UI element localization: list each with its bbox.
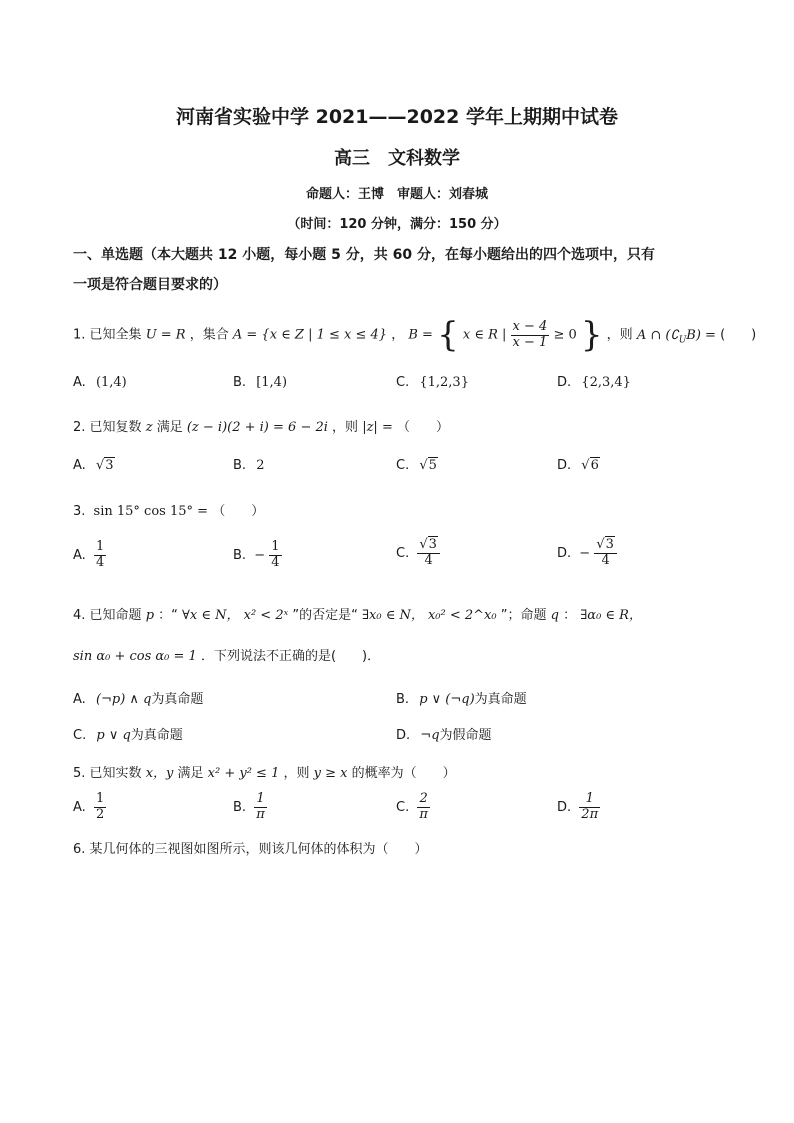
q4-negation-statement: ∃x₀ ∈ N， x₀² < 2^x₀ xyxy=(361,608,497,623)
option-label: D. xyxy=(557,545,572,561)
question-6: 6. 某几何体的三视图如图所示，则该几何体的体积为（ ） xyxy=(73,842,428,857)
option-label: A. xyxy=(73,458,86,473)
option-value: √6 xyxy=(581,458,599,473)
option-label: D. xyxy=(396,728,411,743)
question-2 xyxy=(73,416,449,435)
option-fraction: $\frac{1}{2\pi}$ xyxy=(581,791,599,822)
option-label: C. xyxy=(396,375,410,390)
option-expression: p ∨ (¬q) xyxy=(419,692,475,707)
q1-set-b-cond: x ∈ R | xyxy=(462,327,507,343)
option-fraction: $\frac{√3}{4}$ xyxy=(594,538,617,569)
option-fraction: $\frac{2}{\pi}$ xyxy=(419,791,428,822)
q1-left-brace: { xyxy=(437,315,459,355)
option-value: {1,2,3} xyxy=(419,375,469,390)
q4-line2-text: ．下列说法不正确的是( )． xyxy=(200,649,381,664)
option-sign: − xyxy=(579,545,591,561)
q2-option-d xyxy=(557,458,600,473)
option-value: {2,3,4} xyxy=(581,375,631,390)
question-5 xyxy=(73,762,456,781)
option-expression: p ∨ q xyxy=(96,728,131,743)
option-label: A. xyxy=(73,799,86,815)
q1-option-c xyxy=(396,375,469,390)
q4-p-statement: ∀x ∈ N， x² < 2ˣ xyxy=(182,608,289,623)
q1-set-b-left: B = xyxy=(408,327,433,343)
option-label: B. xyxy=(233,799,247,815)
q4-proposition-q: q xyxy=(550,608,559,623)
option-label: D. xyxy=(557,458,572,473)
q5-prefix: 5. 已知实数 xyxy=(73,766,142,781)
q3-option-a xyxy=(73,540,106,571)
option-label: C. xyxy=(396,545,410,561)
q1-mid: ，集合 xyxy=(189,327,229,343)
section-heading-line1: 一、单选题（本大题共 12 小题，每小题 5 分，共 60 分，在每小题给出的四个选项中，只有 xyxy=(73,247,655,263)
option-label: C. xyxy=(73,728,87,743)
q5-mid: 满足 xyxy=(177,766,204,781)
q2-modulus: |z| = xyxy=(362,420,393,435)
option-expression: (¬p) ∧ q xyxy=(95,692,152,707)
q4-option-b xyxy=(396,688,527,707)
q1-then: ，则 xyxy=(606,327,633,343)
option-fraction: $\frac{1}{2}$ xyxy=(95,791,105,822)
option-value: √3 xyxy=(95,458,114,473)
q5-variables: x，y xyxy=(145,766,174,781)
question-4-line2 xyxy=(73,645,380,664)
option-sign: − xyxy=(254,547,266,563)
q1-option-d xyxy=(557,375,631,390)
option-text: 为真命题 xyxy=(151,692,204,707)
q2-answer-paren: （ ） xyxy=(396,420,449,435)
option-value: [1,4) xyxy=(256,375,288,390)
q2-mid: 满足 xyxy=(156,420,183,435)
q1-expression: A ∩ $(∁_UB)$ = xyxy=(636,327,716,346)
option-fraction: $\frac{1}{4}$ xyxy=(95,539,105,570)
option-label: A. xyxy=(73,375,86,390)
q1-set-b-relation: ≥ 0 xyxy=(553,327,577,343)
q1-set-b-fraction xyxy=(511,320,550,351)
option-label: C. xyxy=(396,458,410,473)
exam-authors: 命题人：王博 审题人：刘春城 xyxy=(305,187,488,202)
q1-option-a xyxy=(73,375,127,390)
option-label: A. xyxy=(73,547,86,563)
question-1 xyxy=(73,315,757,355)
q2-equation: (z − i)(2 + i) = 6 − 2i xyxy=(186,420,328,435)
q4-proposition-p: p xyxy=(145,608,155,623)
q4-line2-expression: sin α₀ + cos α₀ = 1 xyxy=(73,649,197,664)
q4-option-c xyxy=(73,724,183,743)
q4-prefix: 4. 已知命题 xyxy=(73,608,142,623)
option-label: B. xyxy=(233,547,247,563)
exam-title: 河南省实验中学 2021——2022 学年上期期中试卷 xyxy=(176,106,618,128)
q3-option-b xyxy=(233,540,282,571)
q3-option-d xyxy=(557,538,617,569)
q2-option-b xyxy=(233,458,264,473)
q4-q-statement: ∃α₀ ∈ R， xyxy=(580,608,642,623)
q1-fraction-denominator: x − 1 xyxy=(512,334,548,350)
q4-quote-open: ：“ xyxy=(158,608,178,623)
q5-inequality: y ≥ x xyxy=(313,766,348,781)
option-label: D. xyxy=(557,799,572,815)
q1-prefix: 1. 已知全集 xyxy=(73,327,142,343)
q1-option-b xyxy=(233,375,287,390)
option-label: C. xyxy=(396,799,410,815)
q1-right-brace: } xyxy=(580,315,603,355)
q5-then: ，则 xyxy=(283,766,310,781)
q1-answer-paren: ( ) xyxy=(720,327,757,343)
q1-comma: ， xyxy=(391,327,405,343)
q4-negation-text: ”的否定是“ xyxy=(292,608,358,623)
q4-mid: ”；命题 xyxy=(500,608,547,623)
option-text: 为假命题 xyxy=(439,728,492,743)
option-value: √5 xyxy=(419,458,437,473)
q1-universal-set: U = R xyxy=(145,327,186,343)
q5-option-c xyxy=(396,792,430,823)
exam-time-info: （时间：120 分钟，满分：150 分） xyxy=(287,217,507,232)
q2-variable: z xyxy=(145,420,153,435)
option-label: B. xyxy=(233,375,247,390)
option-fraction: $\frac{√3}{4}$ xyxy=(417,538,440,569)
q2-then: ，则 xyxy=(332,420,359,435)
option-text: 为真命题 xyxy=(130,728,183,743)
q3-expression: sin 15° cos 15° = xyxy=(93,504,209,519)
q2-prefix: 2. 已知复数 xyxy=(73,420,142,435)
option-fraction: $\frac{1}{\pi}$ xyxy=(256,791,265,822)
option-fraction: $\frac{1}{4}$ xyxy=(271,539,280,570)
q2-option-a xyxy=(73,458,115,473)
option-label: A. xyxy=(73,692,86,707)
question-4-line1 xyxy=(73,604,642,623)
q1-fraction-numerator: x − 4 xyxy=(512,318,548,334)
section-heading-line2: 一项是符合题目要求的） xyxy=(73,277,227,293)
q5-option-a xyxy=(73,792,106,823)
option-value: 2 xyxy=(256,458,265,473)
option-expression: ¬q xyxy=(420,728,440,743)
question-3 xyxy=(73,500,264,519)
q4-colon: ： xyxy=(563,608,577,623)
q5-option-d xyxy=(557,792,600,823)
q5-tail: 的概率为（ ） xyxy=(351,766,456,781)
option-label: B. xyxy=(396,692,410,707)
q5-condition: x² + y² ≤ 1 xyxy=(207,766,280,781)
q3-option-c xyxy=(396,538,440,569)
q2-option-c xyxy=(396,458,438,473)
q4-option-a xyxy=(73,688,203,707)
q5-option-b xyxy=(233,792,267,823)
option-text: 为真命题 xyxy=(474,692,527,707)
q3-answer-paren: （ ） xyxy=(212,504,265,519)
option-label: B. xyxy=(233,458,247,473)
q4-option-d xyxy=(396,724,492,743)
q1-set-a: A = {x ∈ Z | 1 ≤ x ≤ 4} xyxy=(232,327,388,343)
option-value: (1,4) xyxy=(95,375,127,390)
q3-prefix: 3. xyxy=(73,504,86,519)
exam-subtitle: 高三 文科数学 xyxy=(334,148,460,169)
option-label: D. xyxy=(557,375,572,390)
